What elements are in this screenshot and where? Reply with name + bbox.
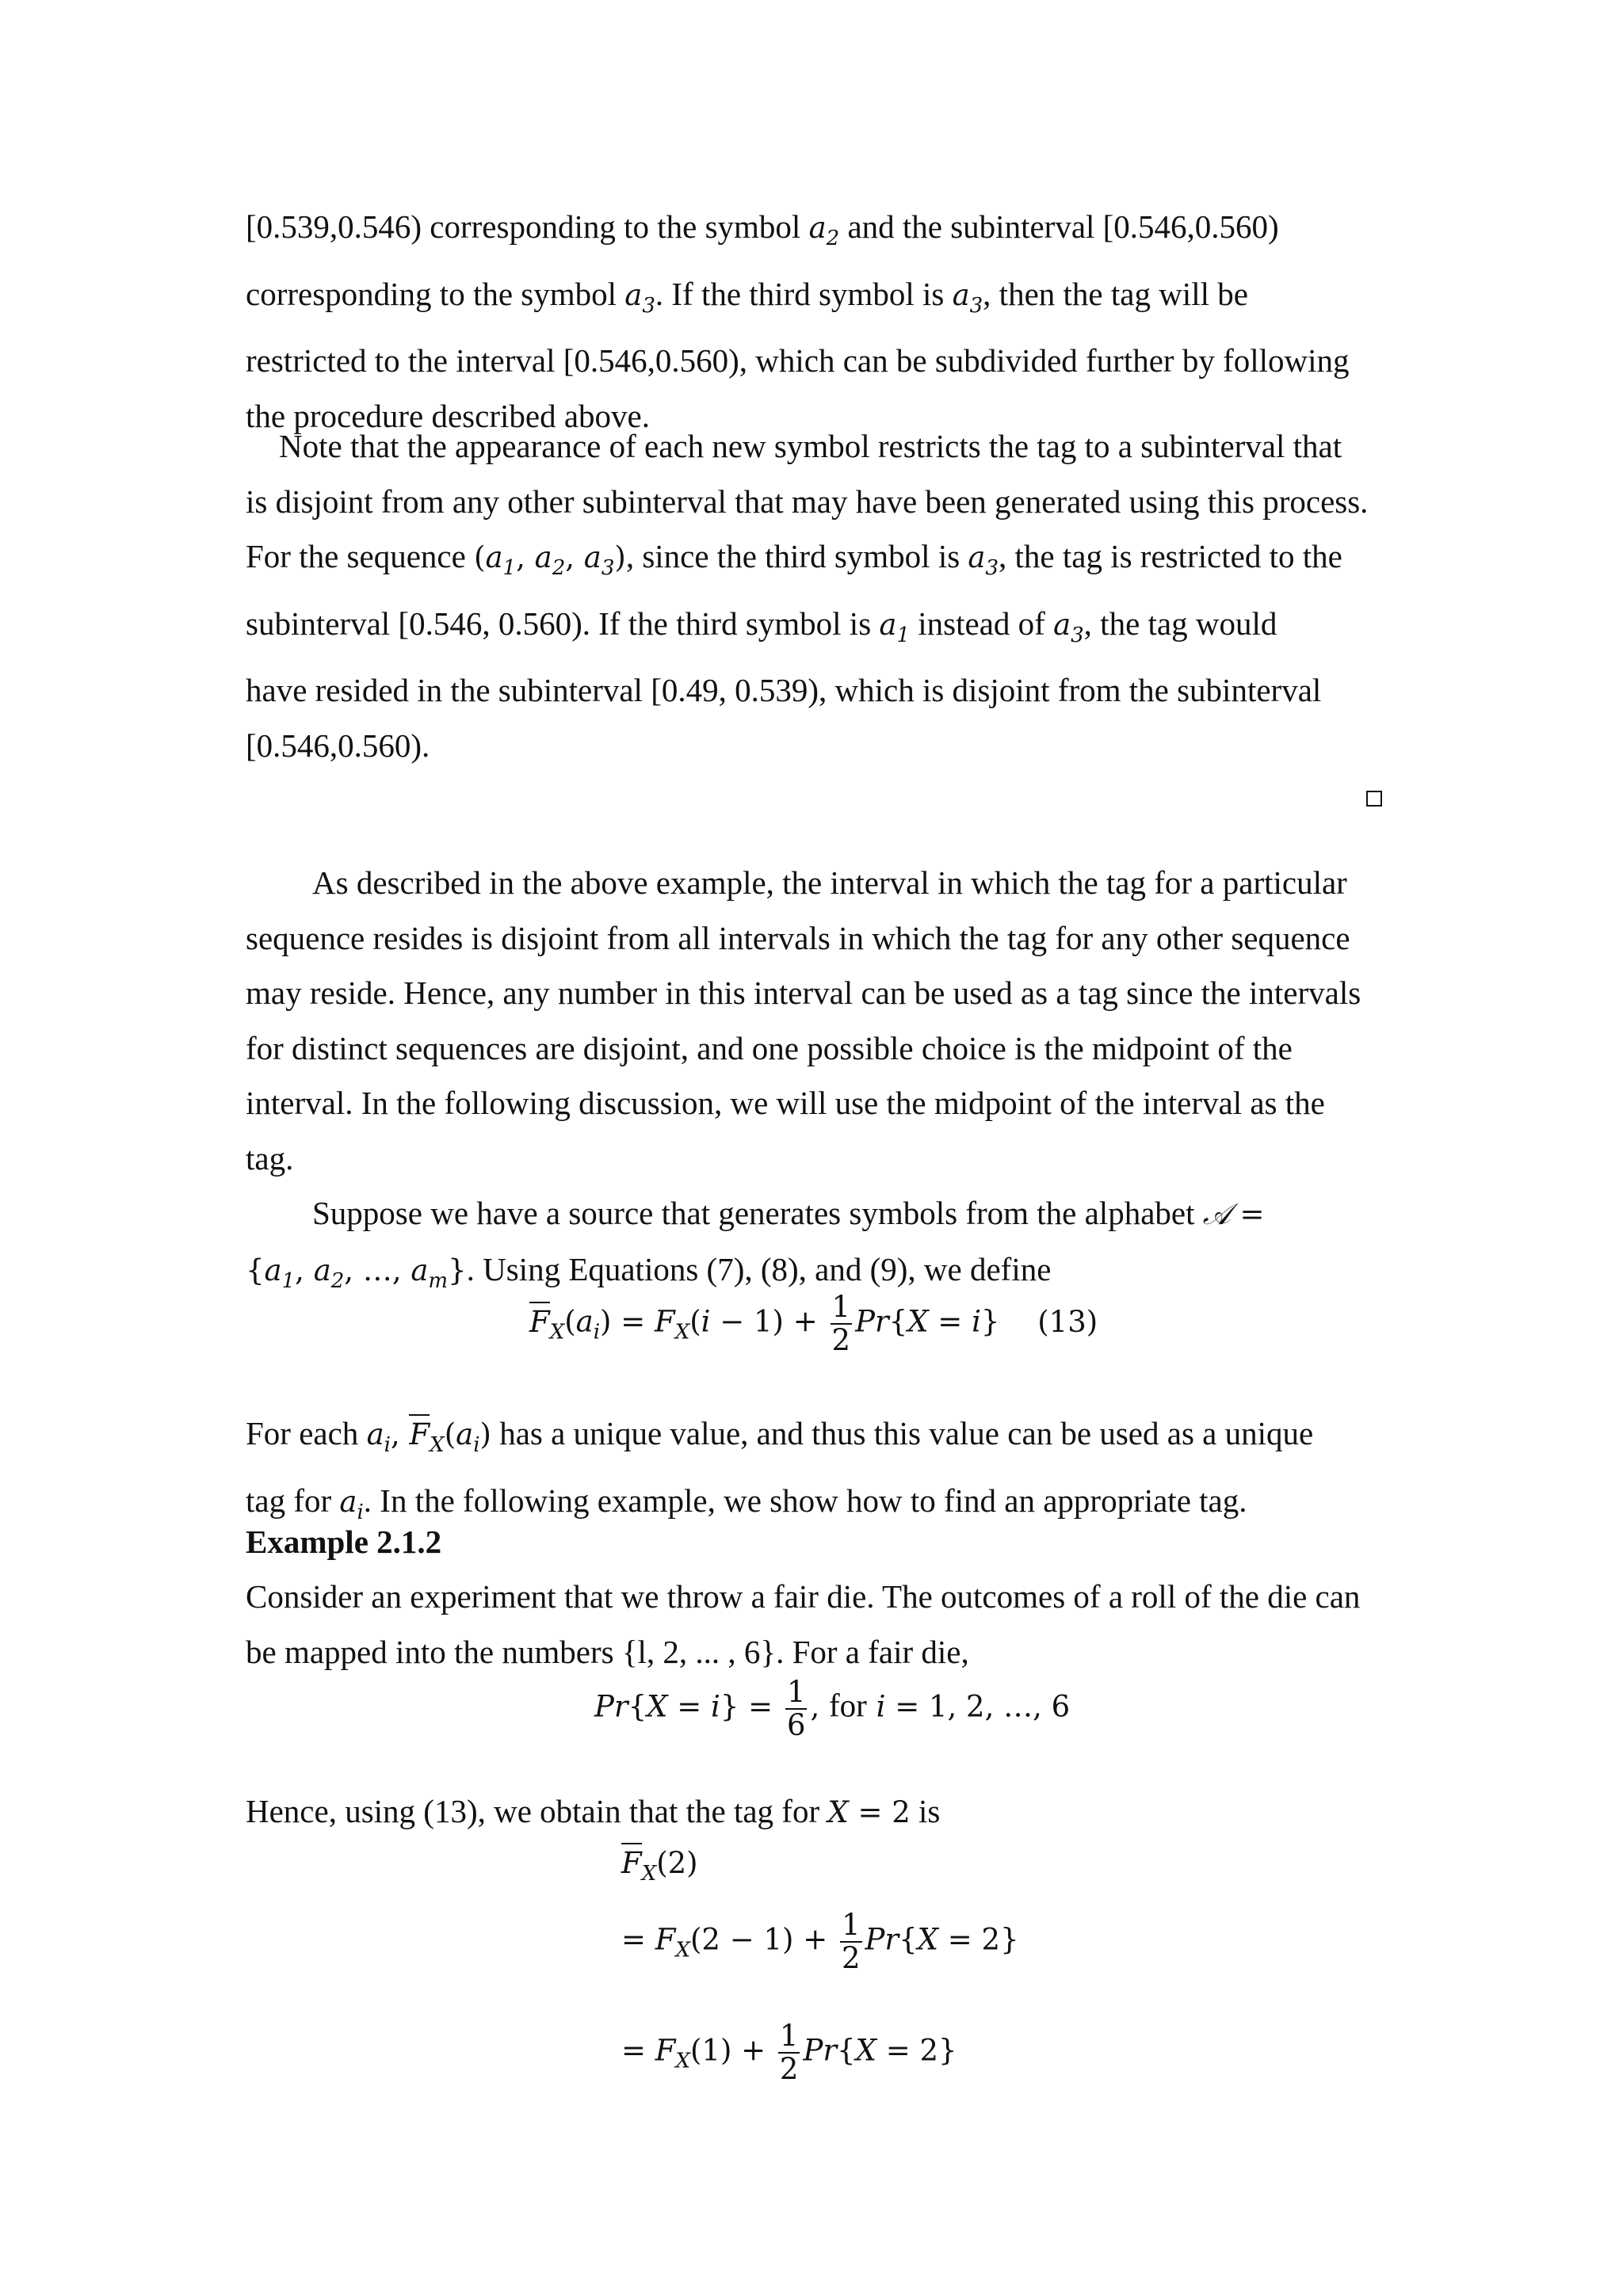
- p2-line-6: [0.546,0.560).: [246, 727, 430, 764]
- p3-line-5: interval. In the following discussion, we will use the midpoint of the interval as the: [246, 1085, 1325, 1121]
- p3-line-1: As described in the above example, the interval in which the tag for a particular: [312, 864, 1347, 901]
- p1-line-3: restricted to the interval [0.546,0.560), which can be subdivided further by following: [246, 342, 1350, 379]
- p2-line-1: Note that the appearance of each new symbol restricts the tag to a subinterval that: [279, 428, 1342, 464]
- p1-line-1: [0.539,0.546) corresponding to the symbol $a_2$ and the subinterval [0.546,0.560): [246, 208, 1279, 250]
- paragraph-2: [246, 419, 1387, 773]
- paragraph-7: [246, 1784, 1387, 1840]
- derivation-line-3: = $F_X(1)$ + $\frac{1}{2}$ Pr{X = 2}: [621, 2019, 957, 2086]
- p5-line-2: tag for $a_i$. In the following example, we show how to find an appropriate tag.: [246, 1482, 1247, 1524]
- p6-line-1: Consider an experiment that we throw a fair die. The outcomes of a roll of the die can: [246, 1578, 1361, 1615]
- p7-line-1: Hence, using (13), we obtain that the tag for X = 2 is: [246, 1793, 941, 1829]
- p2-line-5: have resided in the subinterval [0.49, 0.539), which is disjoint from the subinterval: [246, 672, 1322, 708]
- p2-line-3: For the sequence ($a_1$, $a_2$, $a_3$), since the third symbol is $a_3$, the tag is restricted to the: [246, 538, 1342, 580]
- derivation-line-2: = $F_X(2 - 1)$ + $\frac{1}{2}$ Pr{X = 2}: [621, 1908, 1019, 1975]
- p1-line-2: corresponding to the symbol $a_3$. If the third symbol is $a_3$, then the tag will be: [246, 275, 1248, 318]
- p4-line-1: Suppose we have a source that generates symbols from the alphabet 𝒜 =: [312, 1195, 1265, 1231]
- half-fraction: $\frac{1}{2}$: [831, 1290, 851, 1357]
- paragraph-6: [246, 1569, 1387, 1680]
- paragraph-4: [246, 1186, 1387, 1309]
- paragraph-1: [246, 200, 1387, 444]
- derivation-line-1: $F_X(2)$: [621, 1846, 698, 1886]
- example-title: Example 2.1.2: [246, 1524, 442, 1560]
- p5-line-1: For each $a_i$, $F_X(a_i)$ has a unique value, and thus this value can be used as a unique: [246, 1415, 1314, 1457]
- p2-line-2: is disjoint from any other subinterval that may have been generated using this process.: [246, 482, 1369, 520]
- equation-13: $F_X(a_i) = F_X(i - 1)$ + $\frac{1}{2}$ Pr{X = i} (13): [529, 1290, 1098, 1357]
- equation-fair-die: Pr{X = i} = $\frac{1}{6}$ , for i = 1, 2, …, 6: [594, 1675, 1071, 1742]
- p3-line-6: tag.: [246, 1139, 294, 1177]
- p3-line-2: sequence resides is disjoint from all intervals in which the tag for any other sequence: [246, 919, 1350, 956]
- p6-line-2: be mapped into the numbers {l, 2, ... , 6}. For a fair die,: [246, 1633, 969, 1670]
- p3-line-3: may reside. Hence, any number in this interval can be used as a tag since the intervals: [246, 974, 1361, 1011]
- end-of-example-box: [1366, 791, 1382, 807]
- paragraph-3: [246, 856, 1387, 1186]
- equation-number: (13): [1037, 1304, 1098, 1339]
- p4-line-2: {$a_1$, $a_2$, …, $a_m$}. Using Equations (7), (8), and (9), we define: [246, 1250, 1052, 1293]
- p1-line-4: the procedure described above.: [246, 397, 650, 434]
- p3-line-4: for distinct sequences are disjoint, and one possible choice is the midpoint of the: [246, 1029, 1293, 1066]
- p2-line-4: subinterval [0.546, 0.560). If the third symbol is $a_1$ instead of $a_3$, the tag would: [246, 605, 1277, 647]
